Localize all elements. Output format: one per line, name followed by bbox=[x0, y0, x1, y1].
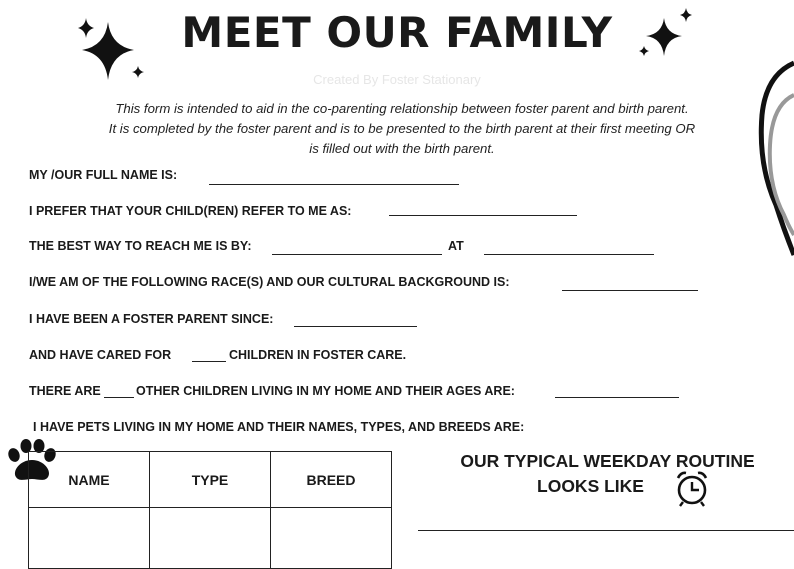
pet-type-cell[interactable] bbox=[150, 508, 271, 569]
question-foster-since: I HAVE BEEN A FOSTER PARENT SINCE: bbox=[29, 312, 274, 326]
question-cared-for: AND HAVE CARED FOR bbox=[29, 348, 172, 362]
routine-heading-line: LOOKS LIKE bbox=[537, 476, 644, 496]
reach-method-field[interactable] bbox=[272, 254, 442, 255]
question-refer-as: I PREFER THAT YOUR CHILD(REN) REFER TO ME AS: bbox=[29, 204, 352, 218]
question-cared-for-suffix: CHILDREN IN FOSTER CARE. bbox=[229, 348, 407, 362]
question-other-children-suffix: OTHER CHILDREN LIVING IN MY HOME AND THEIR AGES ARE: bbox=[136, 384, 515, 398]
column-header-breed: BREED bbox=[271, 452, 392, 508]
table-row bbox=[29, 508, 392, 569]
table-header-row bbox=[29, 452, 392, 508]
question-full-name: MY /OUR FULL NAME IS: bbox=[29, 168, 178, 182]
pets-table bbox=[28, 451, 392, 569]
question-reach-by: THE BEST WAY TO REACH ME IS BY: bbox=[29, 239, 252, 253]
question-pets: I HAVE PETS LIVING IN MY HOME AND THEIR NAMES, TYPES, AND BREEDS ARE: bbox=[33, 420, 525, 434]
full-name-field[interactable] bbox=[209, 184, 459, 185]
question-other-children: THERE ARE bbox=[29, 384, 101, 398]
column-header-name: NAME bbox=[29, 452, 150, 508]
routine-heading-line: OUR TYPICAL WEEKDAY ROUTINE bbox=[460, 451, 755, 471]
alarm-clock-icon bbox=[673, 469, 711, 507]
intro-line: This form is intended to aid in the co-parenting relationship between foster parent and birth parent. bbox=[115, 101, 689, 116]
routine-field[interactable] bbox=[418, 530, 794, 531]
race-field[interactable] bbox=[562, 290, 698, 291]
intro-line: is filled out with the birth parent. bbox=[309, 141, 495, 156]
children-ages-field[interactable] bbox=[555, 397, 679, 398]
foster-since-field[interactable] bbox=[294, 326, 417, 327]
intro-paragraph bbox=[30, 99, 774, 159]
refer-as-field[interactable] bbox=[389, 215, 577, 216]
routine-heading bbox=[430, 449, 785, 499]
pet-name-cell[interactable] bbox=[29, 508, 150, 569]
column-header-type: TYPE bbox=[150, 452, 271, 508]
question-reach-at: AT bbox=[448, 239, 464, 253]
page-title: MEET OUR FAMILY bbox=[181, 8, 613, 57]
pet-breed-cell[interactable] bbox=[271, 508, 392, 569]
reach-contact-field[interactable] bbox=[484, 254, 654, 255]
intro-line: It is completed by the foster parent and is to be presented to the birth parent at their first meeting OR bbox=[108, 121, 696, 136]
cared-for-count-field[interactable] bbox=[192, 361, 226, 362]
credit-text: Created By Foster Stationary bbox=[313, 72, 481, 87]
question-race: I/WE AM OF THE FOLLOWING RACE(S) AND OUR CULTURAL BACKGROUND IS: bbox=[29, 275, 510, 289]
other-children-count-field[interactable] bbox=[104, 397, 134, 398]
